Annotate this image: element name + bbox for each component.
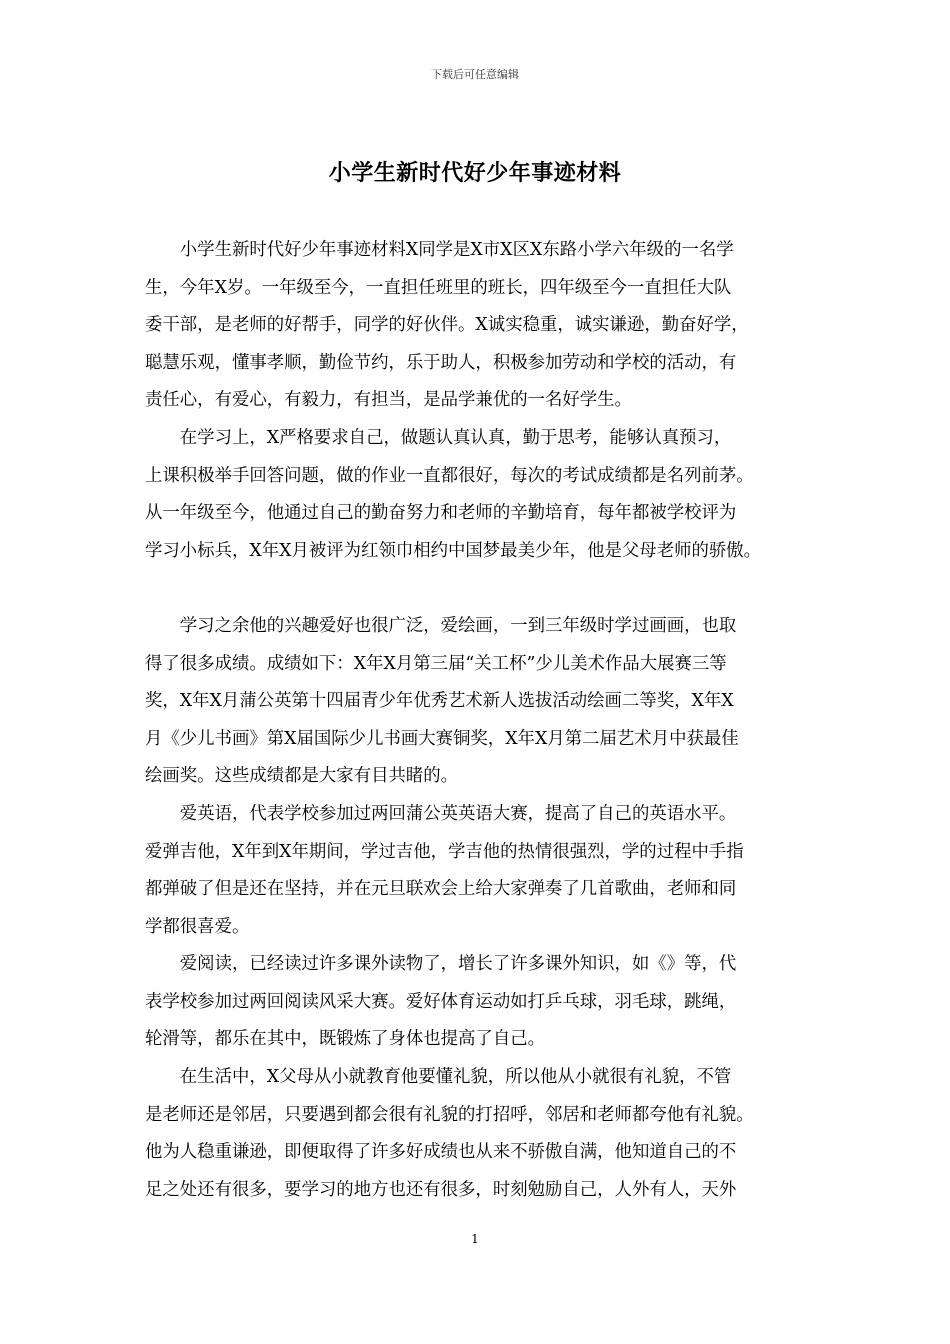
text-line: 绘画奖。这些成绩都是大家有目共睹的。: [145, 766, 459, 787]
text-line: 学都很喜爱。: [145, 916, 250, 937]
text-line: 学习之余他的兴趣爱好也很广泛，爱绘画，一到三年级时学过画画，也取: [145, 615, 737, 636]
text-line: 月《少儿书画》第X届国际少儿书画大赛铜奖，X年X月第二届艺术月中获最佳: [145, 728, 739, 749]
text-line: 聪慧乐观，懂事孝顺，勤俭节约，乐于助人，积极参加劳动和学校的活动，有: [145, 352, 737, 373]
text-line: 他为人稳重谦逊，即便取得了许多好成绩也从来不骄傲自满，他知道自己的不: [145, 1142, 737, 1163]
text-line: 是老师还是邻居，只要遇到都会很有礼貌的打招呼，邻居和老师都夸他有礼貌。: [145, 1104, 754, 1125]
text-line: 爱英语，代表学校参加过两回蒲公英英语大赛，提高了自己的英语水平。: [145, 803, 737, 824]
text-line: 都弹破了但是还在坚持，并在元旦联欢会上给大家弹奏了几首歌曲，老师和同: [145, 879, 737, 900]
text-line: 小学生新时代好少年事迹材料X同学是X市X区X东路小学六年级的一名学: [145, 240, 734, 260]
document-body: [145, 232, 829, 1209]
paragraph-gap: [145, 570, 829, 608]
document-title: 小学生新时代好少年事迹材料: [328, 160, 622, 186]
text-line: 责任心，有爱心，有毅力，有担当，是品学兼优的一名好学生。: [145, 390, 632, 411]
text-line: 爱阅读，已经读过许多课外读物了，增长了许多课外知识，如《》等，代: [145, 954, 737, 975]
text-line: 生，今年X岁。一年级至今，一直担任班里的班长，四年级至今一直担任大队: [145, 277, 732, 298]
text-line: 爱弹吉他，X年到X年期间，学过吉他，学吉他的热情很强烈，学的过程中手指: [145, 841, 744, 862]
text-line: 从一年级至今，他通过自己的勤奋努力和老师的辛勤培育，每年都被学校评为: [145, 503, 737, 524]
text-line: 得了很多成绩。成绩如下：X年X月第三届“关工杯”少儿美术作品大展赛三等: [145, 653, 727, 674]
text-line: 在学习上，X严格要求自己，做题认真认真，勤于思考，能够认真预习，: [145, 427, 732, 448]
text-line: 表学校参加过两回阅读风采大赛。爱好体育运动如打乒乓球，羽毛球，跳绳，: [145, 991, 737, 1012]
text-line: 学习小标兵，X年X月被评为红领巾相约中国梦最美少年，他是父母老师的骄傲。: [145, 540, 762, 561]
text-line: 足之处还有很多，要学习的地方也还有很多，时刻勉励自己，人外有人，天外: [145, 1179, 737, 1200]
text-line: 轮滑等，都乐在其中，既锻炼了身体也提高了自己。: [145, 1029, 545, 1050]
text-line: 奖，X年X月蒲公英第十四届青少年优秀艺术新人选拔活动绘画二等奖，X年X: [145, 691, 734, 712]
text-line: 委干部，是老师的好帮手，同学的好伙伴。X诚实稳重，诚实谦逊，勤奋好学，: [145, 315, 749, 336]
page-number: 1: [471, 1232, 479, 1246]
text-line: 上课积极举手回答问题，做的作业一直都很好，每次的考试成绩都是名列前茅。: [145, 465, 754, 486]
text-line: 在生活中，X父母从小就教育他要懂礼貌，所以他从小就很有礼貌，不管: [145, 1067, 732, 1088]
page-header-note: 下载后可任意编辑: [431, 68, 519, 81]
